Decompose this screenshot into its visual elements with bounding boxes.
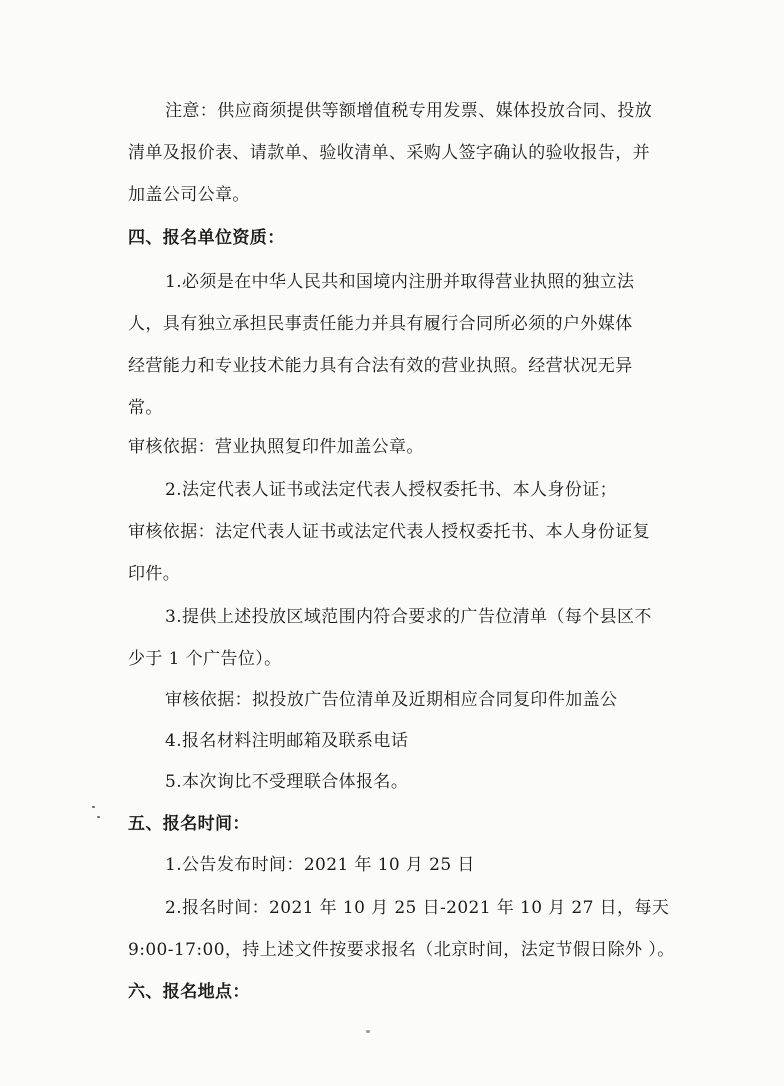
s5-item1: 1.公告发布时间：2021 年 10 月 25 日 bbox=[165, 855, 475, 875]
s4-item1-line-4: 常。 bbox=[128, 398, 163, 418]
s4-item2-basis-2: 印件。 bbox=[128, 564, 181, 584]
scan-speck bbox=[97, 816, 100, 818]
section-5-heading: 五、报名时间： bbox=[128, 814, 250, 834]
note-line-2: 清单及报价表、请款单、验收清单、采购人签字确认的验收报告，并 bbox=[128, 143, 650, 163]
s4-item4: 4.报名材料注明邮箱及联系电话 bbox=[165, 731, 409, 751]
s4-item1-basis: 审核依据：营业执照复印件加盖公章。 bbox=[128, 437, 424, 457]
s4-item3-line-1: 3.提供上述投放区域范围内符合要求的广告位清单（每个县区不 bbox=[165, 607, 652, 627]
scan-speck bbox=[92, 806, 95, 808]
s5-item2-line-1: 2.报名时间：2021 年 10 月 25 日-2021 年 10 月 27 日，每天 bbox=[165, 898, 670, 918]
section-6-heading: 六、报名地点： bbox=[128, 982, 250, 1002]
s4-item1-line-1: 1.必须是在中华人民共和国境内注册并取得营业执照的独立法 bbox=[165, 272, 635, 292]
note-line-3: 加盖公司公章。 bbox=[128, 185, 250, 205]
note-line-1: 注意：供应商须提供等额增值税专用发票、媒体投放合同、投放 bbox=[165, 101, 653, 121]
scan-speck bbox=[366, 1030, 370, 1033]
s4-item2-line-1: 2.法定代表人证书或法定代表人授权委托书、本人身份证； bbox=[165, 480, 618, 500]
s4-item1-line-3: 经营能力和专业技术能力具有合法有效的营业执照。经营状况无异 bbox=[128, 356, 633, 376]
s4-item2-basis-1: 审核依据：法定代表人证书或法定代表人授权委托书、本人身份证复 bbox=[128, 522, 650, 542]
section-4-heading: 四、报名单位资质： bbox=[128, 228, 285, 248]
s4-item5: 5.本次询比不受理联合体报名。 bbox=[165, 772, 409, 792]
s4-item3-basis: 审核依据：拟投放广告位清单及近期相应合同复印件加盖公 bbox=[165, 690, 618, 710]
s4-item3-line-2: 少于 1 个广告位）。 bbox=[128, 649, 282, 669]
s5-item2-line-2: 9:00-17:00，持上述文件按要求报名（北京时间，法定节假日除外 ）。 bbox=[128, 940, 675, 960]
s4-item1-line-2: 人，具有独立承担民事责任能力并具有履行合同所必须的户外媒体 bbox=[128, 314, 633, 334]
